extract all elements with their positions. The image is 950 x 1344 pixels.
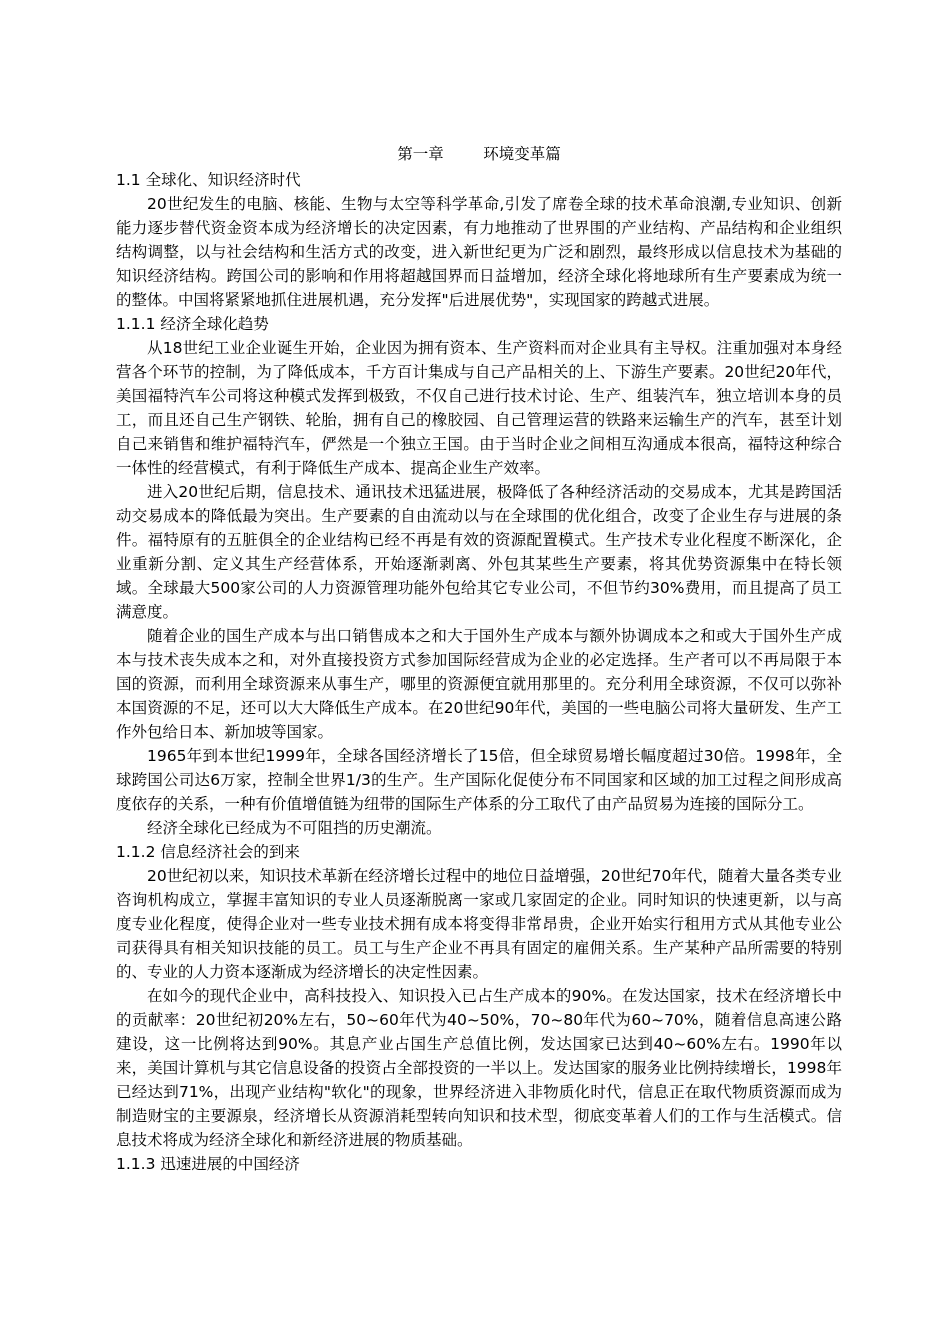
chapter-title: 第一章 环境变革篇 xyxy=(397,145,561,163)
section-heading: 1.1 全球化、知识经济时代 xyxy=(116,171,301,189)
paragraph: 20世纪初以来，知识技术革新在经济增长过程中的地位日益增强，20世纪70年代，随着大量各类专业咨询机构成立，掌握丰富知识的专业人员逐渐脱离一家或几家固定的企业。同时知识的快速更新，以与高度专业化程度，使得企业对一些专业技术拥有成本将变得非常昂贵，企业开始实行租用方式从其他专业公司获得具有相关知识技能的员工。员工与生产企业不再具有固定的雇佣关系。生产某种产品所需要的特别的、专业的人力资本逐渐成为经济增长的决定性因素。 xyxy=(116,867,842,981)
document-page xyxy=(116,140,842,1176)
section-heading: 1.1.3 迅速进展的中国经济 xyxy=(116,1155,300,1173)
section-heading: 1.1.1 经济全球化趋势 xyxy=(116,315,269,333)
paragraph: 20世纪发生的电脑、核能、生物与太空等科学革命,引发了席卷全球的技术革命浪潮,专业知识、创新能力逐步替代资金资本成为经济增长的决定因素，有力地推动了世界围的产业结构、产品结构和企业组织结构调整，以与社会结构和生活方式的改变，进入新世纪更为广泛和剧烈，最终形成以信息技术为基础的知识经济结构。跨国公司的影响和作用将超越国界而日益增加，经济全球化将地球所有生产要素成为统一的整体。中国将紧紧地抓住进展机遇，充分发挥"后进展优势"，实现国家的跨越式进展。 xyxy=(116,195,842,309)
section-1-1-3 xyxy=(116,1152,842,1176)
paragraph: 经济全球化已经成为不可阻挡的历史潮流。 xyxy=(147,819,442,837)
section-1-1-2 xyxy=(116,840,842,1152)
section-heading: 1.1.2 信息经济社会的到来 xyxy=(116,843,300,861)
paragraph: 随着企业的国生产成本与出口销售成本之和大于国外生产成本与额外协调成本之和或大于国外生产成本与技术丧失成本之和，对外直接投资方式参加国际经营成为企业的必定选择。生产者可以不再局限于本国的资源，而利用全球资源来从事生产，哪里的资源便宜就用那里的。充分利用全球资源，不仅可以弥补本国资源的不足，还可以大大降低生产成本。在20世纪90年代，美国的一些电脑公司将大量研发、生产工作外包给日本、新加坡等国家。 xyxy=(116,627,842,741)
paragraph: 1965年到本世纪1999年，全球各国经济增长了15倍，但全球贸易增长幅度超过30倍。1998年，全球跨国公司达6万家，控制全世界1/3的生产。生产国际化促使分布不同国家和区域的加工过程之间形成高度依存的关系，一种有价值增值链为纽带的国际生产体系的分工取代了由产品贸易为连接的国际分工。 xyxy=(116,747,842,813)
section-1-1 xyxy=(116,168,842,312)
paragraph: 进入20世纪后期，信息技术、通讯技术迅猛进展，极降低了各种经济活动的交易成本，尤其是跨国活动交易成本的降低最为突出。生产要素的自由流动以与在全球围的优化组合，改变了企业生存与进展的条件。福特原有的五脏俱全的企业结构已经不再是有效的资源配置模式。生产技术专业化程度不断深化，企业重新分割、定义其生产经营体系，开始逐渐剥离、外包其某些生产要素，将其优势资源集中在特长领域。全球最大500家公司的人力资源管理功能外包给其它专业公司，不但节约30%费用，而且提高了员工满意度。 xyxy=(116,483,842,621)
section-1-1-1 xyxy=(116,312,842,840)
paragraph: 从18世纪工业企业诞生开始，企业因为拥有资本、生产资料而对企业具有主导权。注重加强对本身经营各个环节的控制，为了降低成本，千方百计集成与自己产品相关的上、下游生产要素。20世纪20年代，美国福特汽车公司将这种模式发挥到极致，不仅自己进行技术讨论、生产、组装汽车，独立培训本身的员工，而且还自己生产钢铁、轮胎，拥有自己的橡胶园、自己管理运营的铁路来运输生产的汽车，甚至计划自己来销售和维护福特汽车，俨然是一个独立王国。由于当时企业之间相互沟通成本很高，福特这种综合一体性的经营模式，有利于降低生产成本、提高企业生产效率。 xyxy=(116,339,842,477)
paragraph: 在如今的现代企业中，高科技投入、知识投入已占生产成本的90%。在发达国家，技术在经济增长中的贡献率：20世纪初20%左右，50~60年代为40~50%，70~80年代为60~70%，随着信息高速公路建设，这一比例将达到90%。其息产业占国生产总值比例，发达国家已达到40~60%左右。1990年以来，美国计算机与其它信息设备的投资占全部投资的一半以上。发达国家的服务业比例持续增长，1998年已经达到71%，出现产业结构"软化"的现象，世界经济进入非物质化时代，信息正在取代物质资源而成为制造财宝的主要源泉，经济增长从资源消耗型转向知识和技术型，彻底变革着人们的工作与生活模式。信息技术将成为经济全球化和新经济进展的物质基础。 xyxy=(116,987,842,1149)
